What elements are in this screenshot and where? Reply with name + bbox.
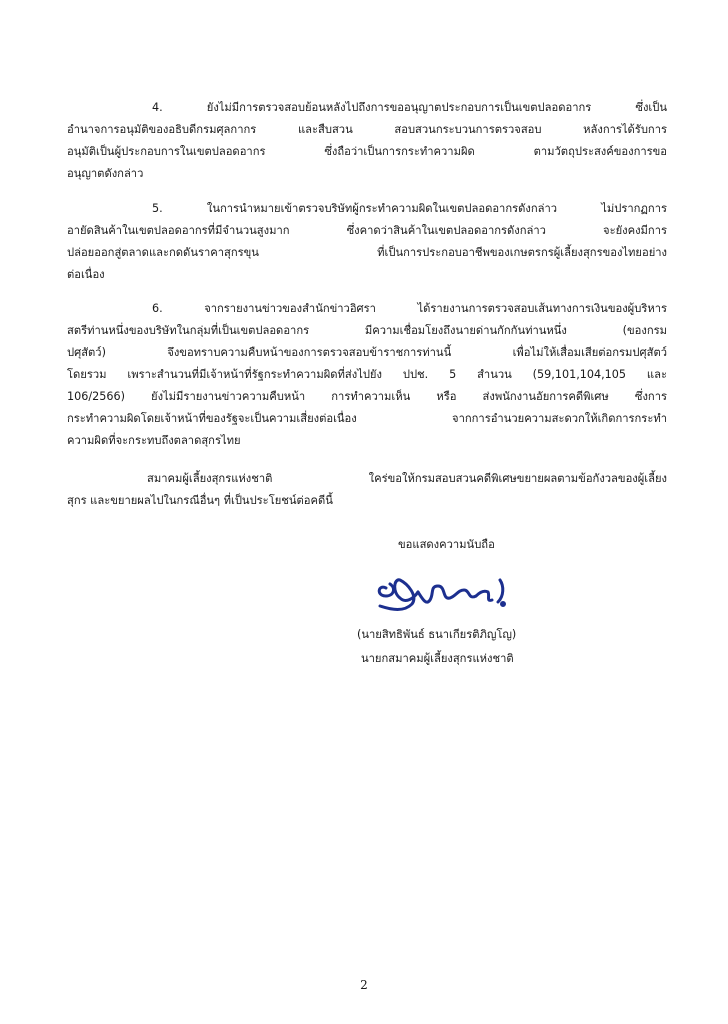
signature-image [372, 566, 512, 628]
paragraph-line: ความผิดที่จะกระทบถึงตลาดสุกรไทย [67, 434, 241, 447]
paragraph-line: อนุญาตดังกล่าว [67, 167, 144, 180]
paragraph-line: อายัดสินค้าในเขตปลอดอากรที่มีจำนวนสูงมาก ซึ่งคาดว่าสินค้าในเขตปลอดอากรดังกล่าว จะยังคงมีการ [67, 224, 667, 237]
paragraph-line: สุกร และขยายผลไปในกรณีอื่นๆ ที่เป็นประโยชน์ต่อคดีนี้ [67, 494, 333, 507]
signatory-title: นายกสมาคมผู้เลี้ยงสุกรแห่งชาติ [361, 652, 514, 665]
paragraph-request [67, 468, 667, 512]
paragraph-line: 106/2566) ยังไม่มีรายงานข่าวความคืบหน้า การทำความเห็น หรือ ส่งพนักงานอัยการคดีพิเศษ ซึ่งการ [67, 390, 667, 403]
page-number: 2 [360, 978, 368, 992]
paragraph-line: ปศุสัตว์) จึงขอทราบความคืบหน้าของการตรวจสอบข้าราชการท่านนี้ เพื่อไม่ให้เสื่อมเสียต่อกรมปศุสัตว์ [67, 346, 667, 359]
paragraph-item-6 [67, 298, 667, 452]
paragraph-line: 6. จากรายงานข่าวของสำนักข่าวอิศรา ได้รายงานการตรวจสอบเส้นทางการเงินของผู้บริหาร [152, 302, 667, 315]
paragraph-item-4 [67, 97, 667, 185]
paragraph-line: สมาคมผู้เลี้ยงสุกรแห่งชาติ ใคร่ขอให้กรมสอบสวนคดีพิเศษขยายผลตามข้อกังวลของผู้เลี้ยง [147, 472, 667, 485]
paragraph-line: ต่อเนื่อง [67, 268, 105, 281]
paragraph-line: โดยรวม เพราะสำนวนที่มีเจ้าหน้าที่รัฐกระทำความผิดที่ส่งไปยัง ปปช. 5 สำนวน (59,101,104,105 และ [67, 368, 667, 381]
paragraph-line: 5. ในการนำหมายเข้าตรวจบริษัทผู้กระทำความผิดในเขตปลอดอากรดังกล่าว ไม่ปรากฏการ [152, 202, 667, 215]
signature-scribble [372, 566, 512, 628]
paragraph-item-5 [67, 198, 667, 286]
signatory-name: (นายสิทธิพันธ์ ธนาเกียรติภิญโญ) [357, 628, 517, 641]
paragraph-line: อนุมัติเป็นผู้ประกอบการในเขตปลอดอากร ซึ่งถือว่าเป็นการกระทำความผิด ตามวัตถุประสงค์ของการขอ [67, 145, 667, 158]
paragraph-line: ปล่อยออกสู่ตลาดและกดดันราคาสุกรขุน ที่เป็นการประกอบอาชีพของเกษตรกรผู้เลี้ยงสุกรของไทยอย่าง [67, 246, 667, 259]
paragraph-line: อำนาจการอนุมัติของอธิบดีกรมศุลกากร และสืบสวน สอบสวนกระบวนการตรวจสอบ หลังการได้รับการ [67, 123, 667, 136]
paragraph-line: กระทำความผิดโดยเจ้าหน้าที่ของรัฐจะเป็นความเสี่ยงต่อเนื่อง จากการอำนวยความสะดวกให้เกิดการกระทำ [67, 412, 667, 425]
closing-text: ขอแสดงความนับถือ [398, 538, 495, 551]
paragraph-line: 4. ยังไม่มีการตรวจสอบย้อนหลังไปถึงการขออนุญาตประกอบการเป็นเขตปลอดอากร ซึ่งเป็น [152, 101, 667, 114]
paragraph-line: สตรีท่านหนึ่งของบริษัทในกลุ่มที่เป็นเขตปลอดอากร มีความเชื่อมโยงถึงนายด่านกักกันท่านหนึ่ง (ของกรม [67, 324, 667, 337]
